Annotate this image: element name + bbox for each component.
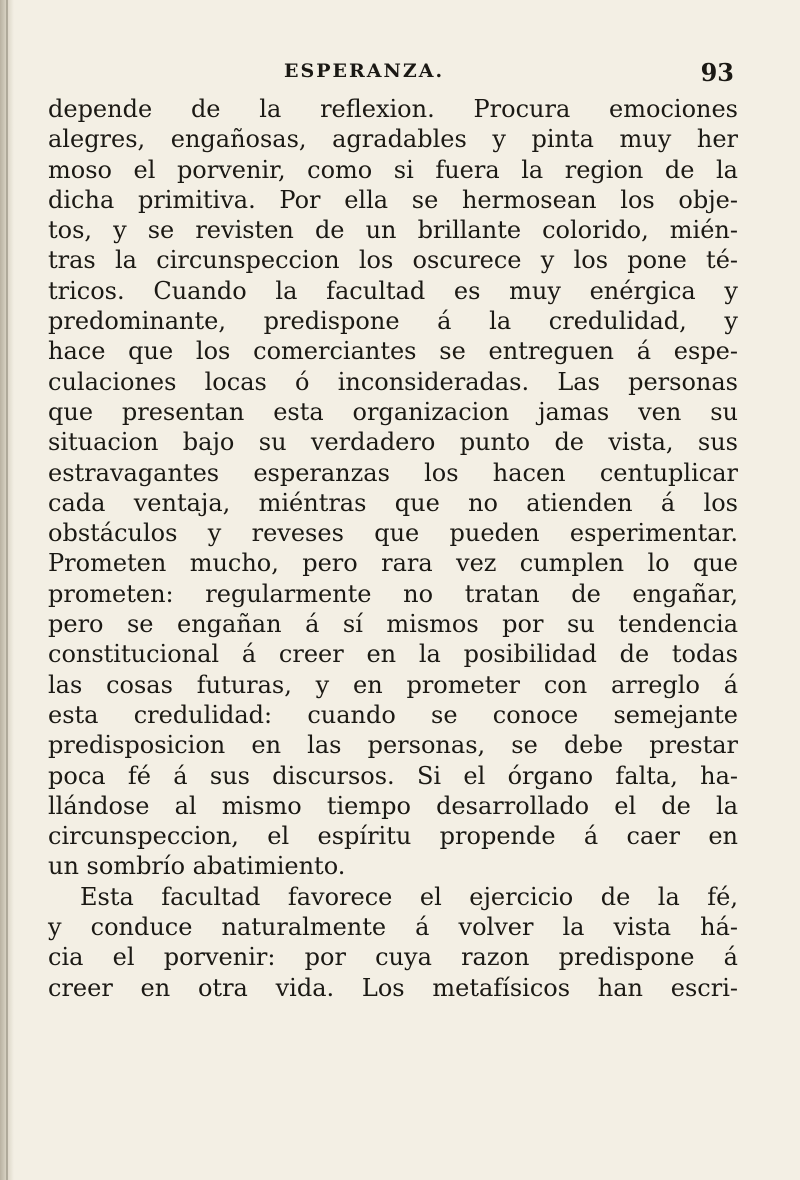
text-line: moso el porvenir, como si fuera la region de la — [48, 155, 738, 184]
running-head-title: ESPERANZA. — [284, 60, 445, 82]
text-line: circunspeccion, el espíritu propende á caer en — [48, 822, 738, 851]
text-line: depende de la reflexion. Procura emociones — [48, 95, 738, 123]
text-line: cia el porvenir: por cuya razon predispone á — [48, 943, 738, 972]
book-page — [48, 58, 738, 1003]
running-head — [48, 58, 738, 94]
text-line: estravagantes esperanzas los hacen centuplicar — [48, 458, 738, 487]
text-line: predisposicion en las personas, se debe prestar — [48, 731, 738, 760]
text-line: tos, y se revisten de un brillante colorido, mién- — [48, 216, 738, 245]
text-line: Prometen mucho, pero rara vez cumplen lo que — [48, 549, 738, 578]
text-line: las cosas futuras, y en prometer con arreglo á — [48, 670, 738, 699]
text-line: cada ventaja, miéntras que no atienden á los — [48, 488, 738, 517]
text-line: predominante, predispone á la credulidad, y — [48, 307, 738, 336]
text-line: pero se engañan á sí mismos por su tendencia — [48, 610, 738, 639]
text-line: hace que los comerciantes se entreguen á espe- — [48, 337, 738, 366]
text-line: constitucional á creer en la posibilidad de todas — [48, 640, 738, 669]
text-line: y conduce naturalmente á volver la vista há- — [48, 913, 738, 942]
text-line: situacion bajo su verdadero punto de vista, sus — [48, 428, 738, 457]
book-spine-shadow — [0, 0, 14, 1180]
page-number: 93 — [700, 58, 734, 87]
text-line: creer en otra vida. Los metafísicos han escri- — [48, 973, 738, 1002]
paragraph-end-line: un sombrío abatimiento. — [48, 852, 346, 881]
text-line: culaciones locas ó inconsideradas. Las personas — [48, 367, 738, 396]
text-line: llándose al mismo tiempo desarrollado el de la — [48, 791, 738, 820]
text-line: que presentan esta organizacion jamas ven su — [48, 397, 738, 426]
body-text — [48, 94, 738, 1003]
text-line: esta credulidad: cuando se conoce semejante — [48, 700, 738, 729]
text-line: dicha primitiva. Por ella se hermosean los obje- — [48, 185, 738, 214]
text-line: prometen: regularmente no tratan de engañar, — [48, 579, 738, 608]
text-line: obstáculos y reveses que pueden esperimentar. — [48, 519, 738, 548]
text-line: poca fé á sus discursos. Si el órgano falta, ha- — [48, 761, 738, 790]
paragraph-start-line: Esta facultad favorece el ejercicio de la fé, — [80, 882, 738, 911]
text-line: alegres, engañosas, agradables y pinta muy her — [48, 125, 738, 154]
binding-edge-line — [6, 0, 8, 1180]
text-line: tricos. Cuando la facultad es muy enérgica y — [48, 276, 738, 305]
text-line: tras la circunspeccion los oscurece y los pone té- — [48, 246, 738, 275]
